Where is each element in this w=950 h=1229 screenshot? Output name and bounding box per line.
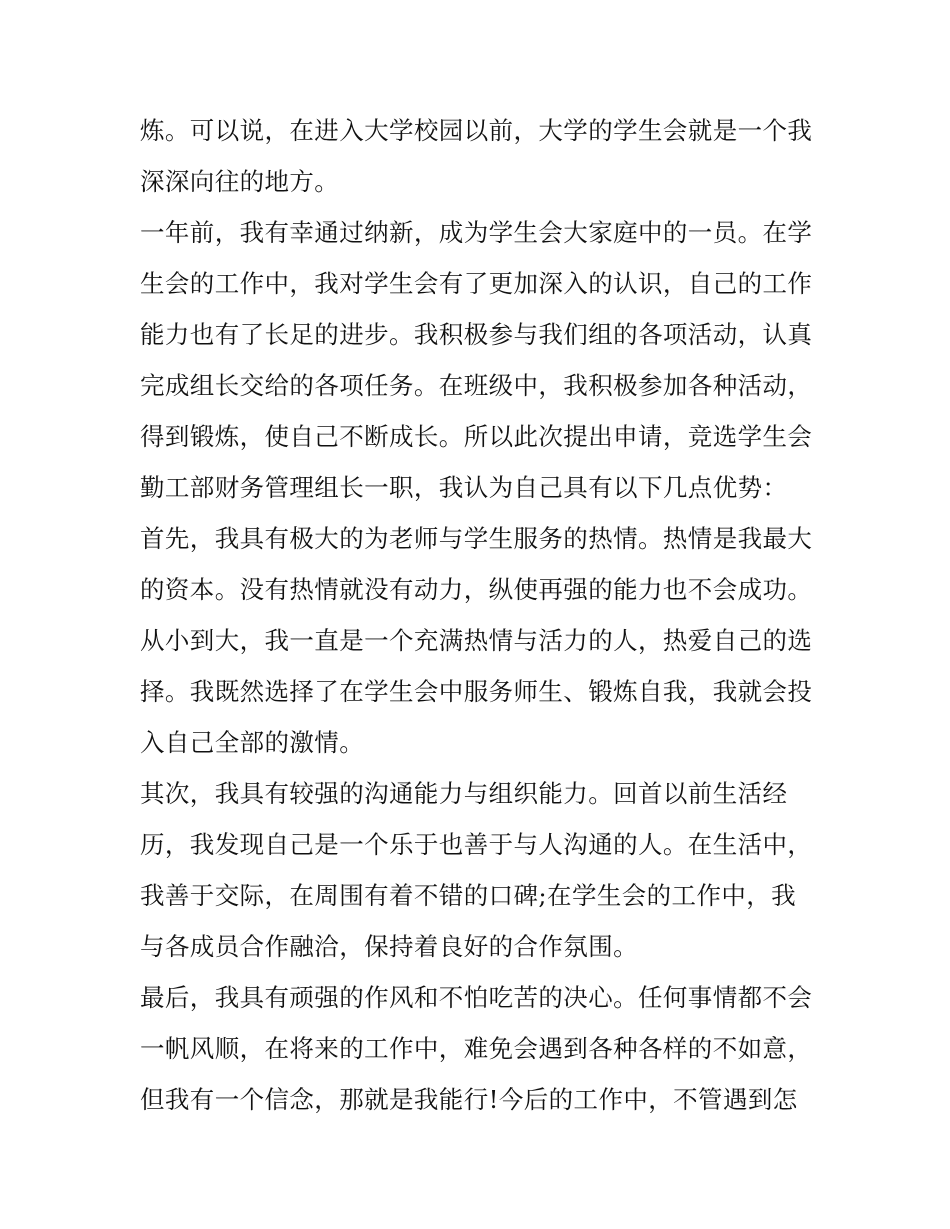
- text-line: 一年前，我有幸通过纳新，成为学生会大家庭中的一员。在学: [140, 218, 812, 247]
- text-line: 勤工部财务管理组长一职，我认为自己具有以下几点优势：: [140, 473, 788, 502]
- text-line: 的资本。没有热情就没有动力，纵使再强的能力也不会成功。: [140, 575, 812, 604]
- text-line: 深深向往的地方。: [140, 167, 340, 196]
- text-line: 能力也有了长足的进步。我积极参与我们组的各项活动，认真: [140, 320, 812, 349]
- text-line: 最后，我具有顽强的作风和不怕吃苦的决心。任何事情都不会: [140, 983, 812, 1012]
- text-line: 入自己全部的激情。: [140, 728, 365, 757]
- text-line: 其次，我具有较强的沟通能力与组织能力。回首以前生活经: [140, 779, 788, 808]
- text-line: 完成组长交给的各项任务。在班级中，我积极参加各种活动，: [140, 371, 812, 400]
- text-line: 从小到大，我一直是一个充满热情与活力的人，热爱自己的选: [140, 626, 812, 655]
- text-line: 一帆风顺，在将来的工作中，难免会遇到各种各样的不如意，: [140, 1034, 812, 1063]
- text-line: 炼。可以说，在进入大学校园以前，大学的学生会就是一个我: [140, 116, 812, 145]
- text-line: 生会的工作中，我对学生会有了更加深入的认识，自己的工作: [140, 269, 812, 298]
- text-line: 择。我既然选择了在学生会中服务师生、锻炼自我，我就会投: [140, 677, 812, 706]
- document-body: [140, 105, 812, 1125]
- text-line: 首先，我具有极大的为老师与学生服务的热情。热情是我最大: [140, 524, 812, 553]
- text-line: 我善于交际，在周围有着不错的口碑;在学生会的工作中，我: [140, 881, 797, 910]
- text-line: 得到锻炼，使自己不断成长。所以此次提出申请，竞选学生会: [140, 422, 812, 451]
- text-line: 但我有一个信念，那就是我能行!今后的工作中，不管遇到怎: [140, 1085, 798, 1114]
- text-line: 历，我发现自己是一个乐于也善于与人沟通的人。在生活中，: [140, 830, 812, 859]
- text-line: 与各成员合作融洽，保持着良好的合作氛围。: [140, 932, 638, 961]
